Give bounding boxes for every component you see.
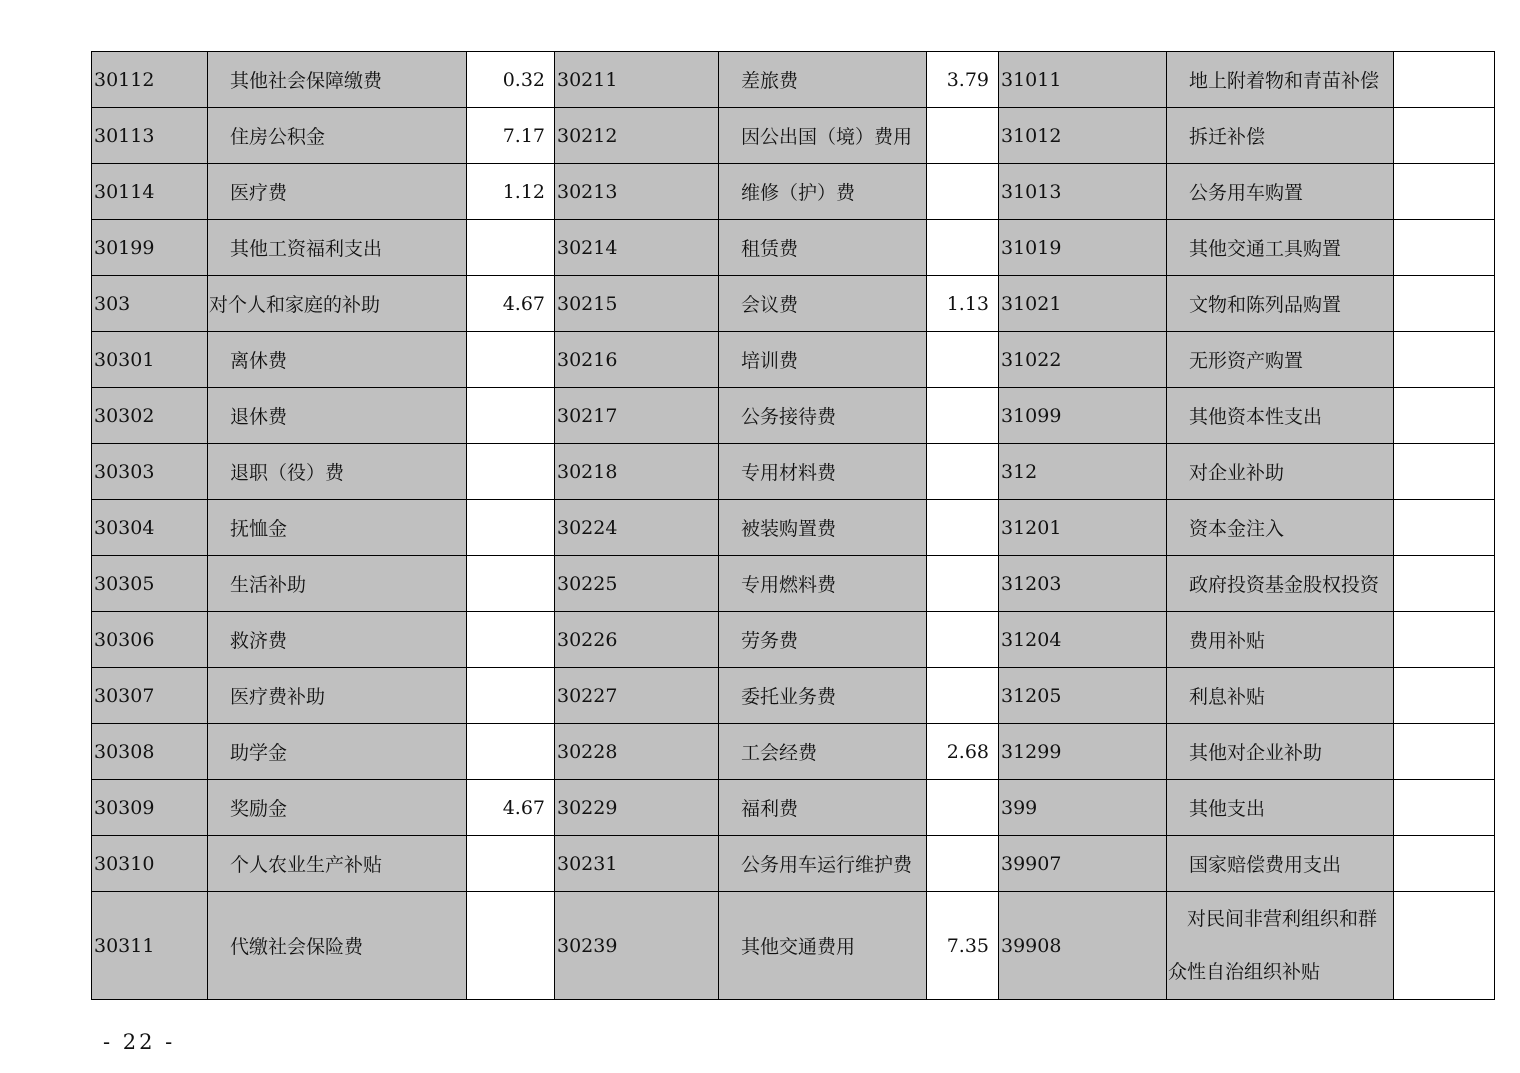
item-amount-cell — [927, 668, 999, 724]
item-name-cell: 专用材料费 — [719, 444, 927, 500]
item-name-cell: 资本金注入 — [1167, 500, 1394, 556]
item-code-cell: 30305 — [92, 556, 208, 612]
item-amount-cell — [467, 668, 555, 724]
item-amount-cell: 2.68 — [927, 724, 999, 780]
item-name-cell: 公务用车购置 — [1167, 164, 1394, 220]
item-name-cell: 地上附着物和青苗补偿 — [1167, 52, 1394, 108]
item-amount-cell — [467, 220, 555, 276]
item-name-cell: 公务接待费 — [719, 388, 927, 444]
item-amount-cell — [1394, 164, 1495, 220]
item-code-cell: 30112 — [92, 52, 208, 108]
item-name-cell: 其他交通工具购置 — [1167, 220, 1394, 276]
item-amount-cell — [1394, 52, 1495, 108]
table-row — [92, 164, 1495, 220]
item-code-cell: 30301 — [92, 332, 208, 388]
item-amount-cell — [1394, 612, 1495, 668]
table-row — [92, 836, 1495, 892]
item-amount-cell — [1394, 780, 1495, 836]
item-code-cell: 31299 — [999, 724, 1167, 780]
item-code-cell: 31013 — [999, 164, 1167, 220]
item-code-cell: 30307 — [92, 668, 208, 724]
table-row — [92, 108, 1495, 164]
item-name-cell: 委托业务费 — [719, 668, 927, 724]
item-code-cell: 30113 — [92, 108, 208, 164]
item-name-cell: 文物和陈列品购置 — [1167, 276, 1394, 332]
item-amount-cell — [927, 556, 999, 612]
item-code-cell: 30214 — [555, 220, 719, 276]
item-code-cell: 31021 — [999, 276, 1167, 332]
table-row — [92, 332, 1495, 388]
item-code-cell: 30239 — [555, 892, 719, 1000]
item-amount-cell — [467, 892, 555, 1000]
item-amount-cell — [1394, 276, 1495, 332]
table-row — [92, 668, 1495, 724]
item-code-cell: 30217 — [555, 388, 719, 444]
item-code-cell: 31203 — [999, 556, 1167, 612]
item-code-cell: 399 — [999, 780, 1167, 836]
expenditure-table — [91, 51, 1495, 1000]
item-code-cell: 31204 — [999, 612, 1167, 668]
item-amount-cell: 0.32 — [467, 52, 555, 108]
item-name-cell: 医疗费补助 — [208, 668, 467, 724]
table-row — [92, 612, 1495, 668]
item-code-cell: 30226 — [555, 612, 719, 668]
item-amount-cell: 7.35 — [927, 892, 999, 1000]
item-name-cell: 生活补助 — [208, 556, 467, 612]
item-name-cell: 奖励金 — [208, 780, 467, 836]
item-amount-cell: 3.79 — [927, 52, 999, 108]
table-row — [92, 444, 1495, 500]
item-amount-cell — [927, 220, 999, 276]
item-code-cell: 30229 — [555, 780, 719, 836]
item-name-cell: 无形资产购置 — [1167, 332, 1394, 388]
item-name-cell: 利息补贴 — [1167, 668, 1394, 724]
item-amount-cell — [1394, 668, 1495, 724]
page-number: - 22 - — [103, 1030, 176, 1054]
item-code-cell: 30303 — [92, 444, 208, 500]
item-name-cell: 其他工资福利支出 — [208, 220, 467, 276]
item-name-cell: 因公出国（境）费用 — [719, 108, 927, 164]
item-code-cell: 31011 — [999, 52, 1167, 108]
item-name-cell: 抚恤金 — [208, 500, 467, 556]
item-name-cell: 其他资本性支出 — [1167, 388, 1394, 444]
item-name-cell: 退职（役）费 — [208, 444, 467, 500]
item-code-cell: 312 — [999, 444, 1167, 500]
table-row — [92, 276, 1495, 332]
item-code-cell: 30231 — [555, 836, 719, 892]
item-code-cell: 30212 — [555, 108, 719, 164]
item-amount-cell: 4.67 — [467, 276, 555, 332]
item-code-cell: 31201 — [999, 500, 1167, 556]
item-amount-cell — [1394, 388, 1495, 444]
item-code-cell: 30311 — [92, 892, 208, 1000]
item-amount-cell — [1394, 556, 1495, 612]
item-amount-cell — [927, 500, 999, 556]
item-name-cell: 其他社会保障缴费 — [208, 52, 467, 108]
item-amount-cell — [467, 724, 555, 780]
item-name-cell: 费用补贴 — [1167, 612, 1394, 668]
item-name-line: 对民间非营利组织和群 — [1187, 907, 1378, 930]
item-amount-cell — [927, 332, 999, 388]
item-name-cell: 其他对企业补助 — [1167, 724, 1394, 780]
item-code-cell: 31099 — [999, 388, 1167, 444]
item-code-cell: 39908 — [999, 892, 1167, 1000]
table-row — [92, 724, 1495, 780]
item-name-cell: 公务用车运行维护费 — [719, 836, 927, 892]
item-amount-cell — [1394, 220, 1495, 276]
item-name-cell: 会议费 — [719, 276, 927, 332]
item-name-cell: 其他交通费用 — [719, 892, 927, 1000]
item-amount-cell: 4.67 — [467, 780, 555, 836]
item-name-cell: 培训费 — [719, 332, 927, 388]
item-amount-cell — [467, 388, 555, 444]
item-name-cell: 对企业补助 — [1167, 444, 1394, 500]
item-name-cell: 对个人和家庭的补助 — [208, 276, 467, 332]
item-name-cell: 个人农业生产补贴 — [208, 836, 467, 892]
item-code-cell: 30310 — [92, 836, 208, 892]
item-code-cell: 30199 — [92, 220, 208, 276]
table-row — [92, 892, 1495, 1000]
item-code-cell: 31012 — [999, 108, 1167, 164]
item-amount-cell — [1394, 836, 1495, 892]
item-code-cell: 30308 — [92, 724, 208, 780]
item-amount-cell — [927, 164, 999, 220]
item-amount-cell — [1394, 444, 1495, 500]
item-code-cell: 30309 — [92, 780, 208, 836]
item-code-cell: 30215 — [555, 276, 719, 332]
item-name-cell: 政府投资基金股权投资 — [1167, 556, 1394, 612]
item-name-cell — [1167, 892, 1394, 1000]
item-amount-cell — [927, 388, 999, 444]
item-amount-cell — [1394, 332, 1495, 388]
item-code-cell: 30224 — [555, 500, 719, 556]
item-amount-cell — [467, 836, 555, 892]
item-amount-cell — [467, 444, 555, 500]
item-name-cell: 国家赔偿费用支出 — [1167, 836, 1394, 892]
item-amount-cell — [927, 780, 999, 836]
item-name-cell: 差旅费 — [719, 52, 927, 108]
item-code-cell: 31022 — [999, 332, 1167, 388]
item-amount-cell — [467, 556, 555, 612]
item-name-cell: 代缴社会保险费 — [208, 892, 467, 1000]
item-amount-cell — [1394, 108, 1495, 164]
item-amount-cell — [1394, 724, 1495, 780]
item-code-cell: 30302 — [92, 388, 208, 444]
item-amount-cell — [927, 612, 999, 668]
item-code-cell: 30306 — [92, 612, 208, 668]
item-code-cell: 30304 — [92, 500, 208, 556]
item-name-cell: 租赁费 — [719, 220, 927, 276]
item-amount-cell: 1.13 — [927, 276, 999, 332]
item-name-cell: 劳务费 — [719, 612, 927, 668]
item-name-cell: 离休费 — [208, 332, 467, 388]
item-name-cell: 拆迁补偿 — [1167, 108, 1394, 164]
item-code-cell: 30218 — [555, 444, 719, 500]
item-code-cell: 30225 — [555, 556, 719, 612]
item-amount-cell: 7.17 — [467, 108, 555, 164]
item-name-cell: 救济费 — [208, 612, 467, 668]
table-body — [92, 52, 1495, 1000]
table-row — [92, 556, 1495, 612]
table-row — [92, 780, 1495, 836]
item-amount-cell — [1394, 892, 1495, 1000]
item-amount-cell — [1394, 500, 1495, 556]
item-name-cell: 退休费 — [208, 388, 467, 444]
item-code-cell: 30216 — [555, 332, 719, 388]
item-amount-cell: 1.12 — [467, 164, 555, 220]
table-row — [92, 500, 1495, 556]
item-amount-cell — [467, 332, 555, 388]
item-code-cell: 303 — [92, 276, 208, 332]
item-code-cell: 30211 — [555, 52, 719, 108]
item-name-cell: 维修（护）费 — [719, 164, 927, 220]
table-row — [92, 52, 1495, 108]
item-code-cell: 30114 — [92, 164, 208, 220]
item-name-line: 众性自治组织补贴 — [1168, 960, 1321, 983]
item-name-cell: 被装购置费 — [719, 500, 927, 556]
item-code-cell: 31019 — [999, 220, 1167, 276]
item-name-cell: 工会经费 — [719, 724, 927, 780]
item-name-cell: 其他支出 — [1167, 780, 1394, 836]
item-amount-cell — [927, 108, 999, 164]
item-name-cell: 住房公积金 — [208, 108, 467, 164]
item-name-cell: 专用燃料费 — [719, 556, 927, 612]
item-amount-cell — [467, 612, 555, 668]
item-amount-cell — [927, 444, 999, 500]
table-row — [92, 388, 1495, 444]
item-code-cell: 30213 — [555, 164, 719, 220]
item-amount-cell — [467, 500, 555, 556]
item-amount-cell — [927, 836, 999, 892]
item-name-cell: 助学金 — [208, 724, 467, 780]
item-name-cell: 福利费 — [719, 780, 927, 836]
item-name-cell: 医疗费 — [208, 164, 467, 220]
item-code-cell: 30227 — [555, 668, 719, 724]
item-code-cell: 39907 — [999, 836, 1167, 892]
item-code-cell: 31205 — [999, 668, 1167, 724]
table-row — [92, 220, 1495, 276]
item-code-cell: 30228 — [555, 724, 719, 780]
